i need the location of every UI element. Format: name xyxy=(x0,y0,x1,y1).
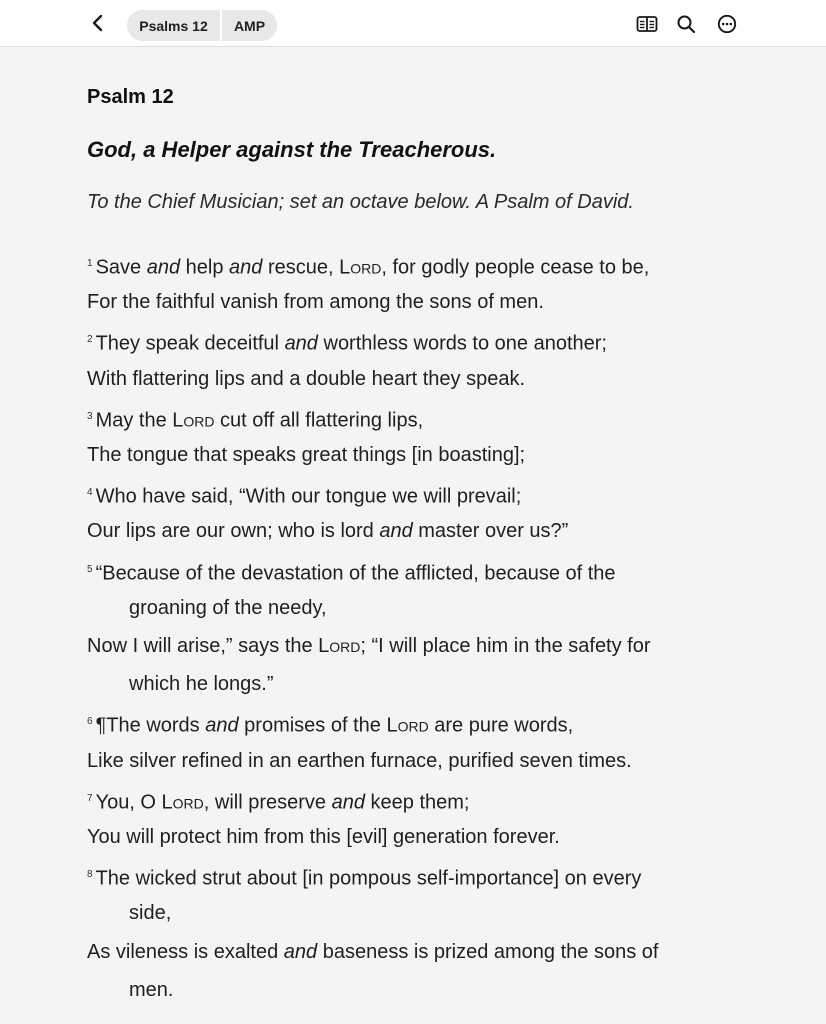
verse-text: Like silver refined in an earthen furnace, purified seven times. xyxy=(87,749,632,772)
verse-text: You will protect him from this [evil] generation forever. xyxy=(87,826,560,848)
back-button[interactable] xyxy=(86,11,110,35)
verse-line-start[interactable] xyxy=(87,787,469,815)
divine-name: Lord xyxy=(161,791,204,814)
verse-line-start[interactable] xyxy=(87,558,616,586)
more-options-icon xyxy=(717,14,737,34)
verse-line[interactable] xyxy=(87,634,651,658)
more-options-button[interactable] xyxy=(716,13,738,35)
verse-line[interactable] xyxy=(87,367,525,391)
book-chapter-button[interactable]: Psalms 12 xyxy=(139,17,208,34)
verse-text: men. xyxy=(129,978,174,1001)
verse-text: The wicked strut about [in pompous self-importance] on every xyxy=(95,867,642,890)
verse-text: Our lips are our own; who is lord xyxy=(87,520,380,543)
search-icon xyxy=(676,14,696,34)
top-navigation-bar xyxy=(0,0,826,47)
italic-supplied-word: and xyxy=(283,940,318,963)
verse-text: You, O xyxy=(95,791,162,814)
italic-supplied-word: and xyxy=(331,791,365,814)
verse-text: promises of the xyxy=(238,715,387,738)
verse-text: May the xyxy=(95,409,173,432)
parallel-view-button[interactable] xyxy=(636,13,658,35)
verse-text: , will preserve xyxy=(203,791,332,814)
verse-line-start[interactable] xyxy=(87,710,573,738)
verse-number[interactable]: 3 xyxy=(87,410,93,422)
superscription: To the Chief Musician; set an octave below. A Psalm of David. xyxy=(87,191,634,213)
verse-number[interactable]: 5 xyxy=(87,563,93,575)
version-button[interactable]: AMP xyxy=(233,17,266,34)
verse-text: rescue, xyxy=(262,256,340,279)
verse-number[interactable]: 8 xyxy=(87,869,93,881)
verse-line[interactable] xyxy=(129,978,173,1002)
verse-text: baseness is prized among the sons of xyxy=(317,940,659,963)
verse-text: keep them; xyxy=(364,791,470,814)
verse-text: cut off all flattering lips, xyxy=(214,409,424,432)
verse-text: are pure words, xyxy=(428,715,574,738)
divine-name: Lord xyxy=(339,256,382,279)
psalm-title: Psalm 12 xyxy=(87,86,174,108)
verse-line-start[interactable] xyxy=(87,863,641,891)
verse-line[interactable] xyxy=(87,940,658,964)
verse-number[interactable]: 6 xyxy=(87,716,93,728)
verse-line-start[interactable] xyxy=(87,328,607,356)
italic-supplied-word: and xyxy=(205,715,239,738)
verse-number[interactable]: 2 xyxy=(87,334,93,346)
italic-supplied-word: and xyxy=(146,256,181,279)
verse-text: , for godly people cease to be, xyxy=(381,256,650,279)
verse-number[interactable]: 4 xyxy=(87,487,93,499)
verse-text: ; “I will place him in the safety for xyxy=(360,635,651,657)
italic-supplied-word: and xyxy=(379,520,413,543)
verse-line[interactable] xyxy=(87,825,560,849)
verse-text: help xyxy=(180,256,230,279)
verse-text: side, xyxy=(129,902,172,925)
verse-line[interactable] xyxy=(87,443,525,467)
section-heading: God, a Helper against the Treacherous. xyxy=(87,137,497,162)
verse-text: With flattering lips and a double heart they speak. xyxy=(87,367,526,390)
reference-selector xyxy=(127,10,277,41)
verse-text: As vileness is exalted xyxy=(87,940,284,963)
verse-line[interactable] xyxy=(129,672,274,696)
verse-line[interactable] xyxy=(129,901,171,925)
verse-line[interactable] xyxy=(87,749,632,773)
verse-line[interactable] xyxy=(129,596,327,620)
verse-number[interactable]: 1 xyxy=(87,258,93,269)
verse-line[interactable] xyxy=(87,290,544,314)
italic-supplied-word: and xyxy=(229,256,263,279)
verse-text: “Because of the devastation of the afflicted, because of the xyxy=(95,562,616,585)
parallel-view-icon xyxy=(636,15,658,33)
verse-line[interactable] xyxy=(87,519,568,543)
verse-text: master over us?” xyxy=(412,520,569,543)
verse-line-start[interactable] xyxy=(87,481,521,509)
verse-number[interactable]: 7 xyxy=(87,792,93,804)
verse-text: Save xyxy=(95,256,147,279)
divine-name: Lord xyxy=(318,635,361,657)
search-button[interactable] xyxy=(675,13,697,35)
divine-name: Lord xyxy=(386,715,429,738)
verse-text: which he longs.” xyxy=(129,673,274,696)
verse-line-start[interactable] xyxy=(87,252,649,280)
italic-supplied-word: and xyxy=(284,333,318,356)
divine-name: Lord xyxy=(172,409,215,432)
verse-text: The tongue that speaks great things [in boasting]; xyxy=(87,444,526,466)
verse-text: ¶The words xyxy=(95,715,206,738)
chevron-left-icon xyxy=(91,14,105,32)
verse-text: Who have said, “With our tongue we will prevail; xyxy=(95,485,522,508)
verse-text: Now I will arise,” says the xyxy=(87,635,319,657)
verse-line-start[interactable] xyxy=(87,405,423,433)
verse-text: worthless words to one another; xyxy=(317,333,607,356)
verse-text: groaning of the needy, xyxy=(129,596,327,619)
verse-text: For the faithful vanish from among the sons of men. xyxy=(87,291,544,314)
verse-text: They speak deceitful xyxy=(95,333,285,356)
